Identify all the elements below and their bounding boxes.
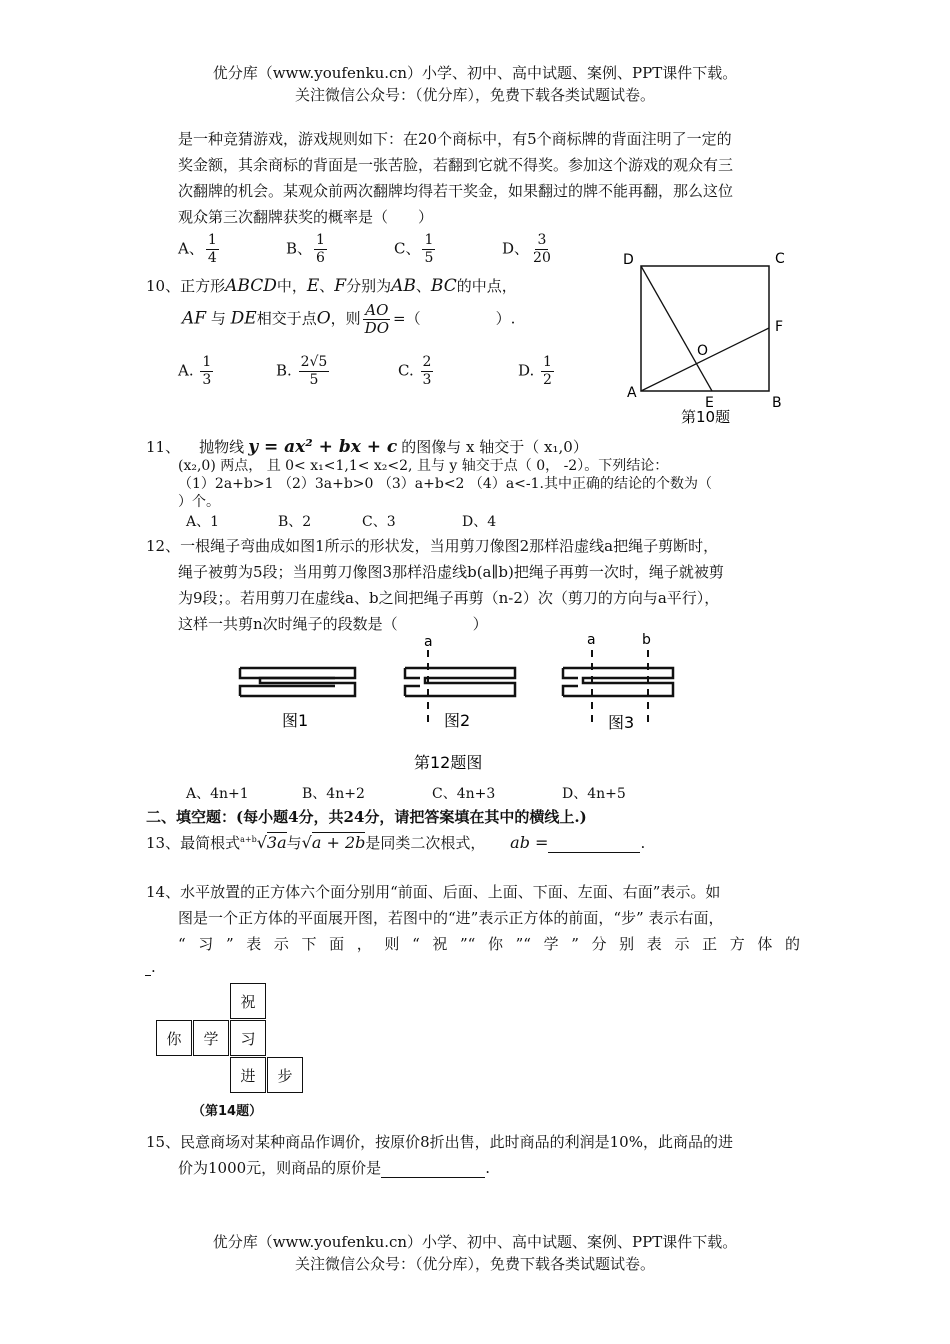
q9-line-2: 奖金额，其余商标的背面是一张苦脸，若翻到它就不得奖。参加这个游戏的观众有三	[178, 156, 734, 174]
cell-xi: 习	[230, 1020, 266, 1056]
rope-path-1c	[240, 686, 335, 696]
cell-jin: 进	[230, 1057, 266, 1093]
q14-caption: （第14题）	[192, 1104, 263, 1119]
text: 13、最简根式	[146, 834, 241, 852]
math-ab: AB	[391, 276, 416, 296]
q14-line-2: 图是一个正方体的平面展开图，若图中的“进”表示正方体的前面，“步” 表示右面，	[178, 909, 724, 927]
option-label: D、	[502, 239, 530, 258]
numerator: 1	[207, 232, 217, 248]
option-label: B、	[286, 239, 313, 258]
fraction	[541, 354, 554, 389]
q10-line-1	[146, 275, 517, 296]
rope-path-2c	[405, 686, 420, 696]
rope-path-2b	[405, 668, 420, 678]
q10-square-figure	[615, 245, 805, 430]
text: 正方形	[180, 277, 226, 295]
fraction	[299, 354, 330, 389]
numerator: 3	[537, 232, 547, 248]
denominator: 3	[202, 372, 212, 388]
q14-tail	[145, 958, 156, 976]
text: .	[640, 834, 646, 852]
q9-option-b	[286, 232, 329, 267]
rope-fig3	[563, 668, 673, 696]
q11-line-3: （1）2a+b>1 （2）3a+b>0 （3）a+b<2 （4）a<-1.其中正确的结论的个数为（	[178, 476, 712, 492]
text: 与	[286, 834, 302, 852]
fraction	[421, 354, 434, 389]
text: 抛物线	[199, 438, 245, 456]
option-label: A.	[178, 361, 194, 380]
fraction	[200, 354, 213, 389]
label-fig3: 图3	[608, 713, 635, 732]
q11-line-4: ）个。	[178, 494, 220, 510]
q9-line-1: 是一种竞猜游戏，游戏规则如下：在20个商标中，有5个商标牌的背面注明了一定的	[178, 130, 732, 148]
q10-option-d	[518, 354, 556, 389]
q12-option-c: C、4n+3	[432, 786, 496, 802]
option-label: D.	[518, 361, 535, 380]
q9-option-d	[502, 232, 555, 267]
figure-caption: 第10题	[681, 408, 731, 426]
q12-line-1: 12、一根绳子弯曲成如图1所示的形状发，当用剪刀像图2那样沿虚线a把绳子剪断时，	[146, 537, 719, 555]
rope-path-3b	[563, 668, 578, 678]
q14-line-1: 14、水平放置的正方体六个面分别用“前面、后面、上面、下面、左面、右面”表示。如	[146, 883, 721, 901]
numerator: 1	[202, 354, 212, 370]
rope-fig2	[405, 668, 515, 696]
q10-option-b	[276, 354, 331, 389]
label-fig1: 图1	[282, 711, 309, 730]
text: .	[485, 1159, 490, 1177]
text: =（ ）.	[393, 309, 516, 328]
text: 、	[415, 277, 431, 295]
numerator: 1	[316, 232, 325, 248]
text: 相交于点	[256, 309, 317, 328]
option-label: C.	[398, 361, 414, 380]
q12-line-4: 这样一共剪n次时绳子的段数是（ ）	[178, 615, 488, 633]
q12-option-d: D、4n+5	[562, 786, 626, 802]
label-c: C	[775, 251, 785, 267]
rope-path-1b	[240, 668, 335, 678]
denominator: 6	[316, 250, 325, 266]
label-e: E	[705, 395, 714, 411]
numerator: AO	[365, 301, 389, 319]
math-af: AF	[182, 308, 207, 329]
q11-line-1	[146, 436, 588, 457]
text: 分别为	[346, 277, 392, 295]
cell-xue: 学	[193, 1020, 229, 1056]
denominator: 2	[543, 372, 552, 388]
q10-option-c	[398, 354, 435, 389]
square-outline	[641, 266, 769, 391]
radical-index: a+b	[240, 835, 257, 844]
q11-option-b: B、2	[278, 514, 312, 530]
cell-zhu: 祝	[230, 983, 266, 1019]
footer-line-2: 关注微信公众号：（优分库），免费下载各类试题试卷。	[294, 1255, 655, 1273]
radical-sign-1: √	[256, 833, 267, 852]
fraction	[314, 232, 327, 267]
label-b: B	[772, 395, 782, 411]
label-a-fig2: a	[424, 634, 433, 650]
numerator: 2	[422, 354, 432, 370]
q11-option-d: D、4	[462, 514, 497, 530]
q9-line-4: 观众第三次翻牌获奖的概率是（ ）	[178, 208, 434, 226]
q11-number: 11、	[146, 438, 181, 456]
numerator: 1	[543, 354, 552, 370]
q9-option-c	[394, 232, 437, 267]
denominator: 5	[309, 372, 319, 388]
q15-line-2	[178, 1157, 490, 1178]
text: 价为1000元，则商品的原价是	[178, 1159, 382, 1177]
q14-line-3: “习”表示下面，则“祝”“你”“学”分别表示正方体的	[178, 935, 800, 953]
text: .	[151, 958, 156, 976]
label-d: D	[623, 252, 634, 268]
segment-af	[641, 328, 769, 391]
math-f: F	[334, 276, 347, 296]
option-label: B.	[276, 361, 292, 380]
math-de: DE	[230, 308, 257, 329]
label-b-fig3: b	[642, 632, 651, 648]
math-o: O	[316, 308, 331, 329]
q12-rope-figure	[230, 628, 700, 778]
q10-line-2	[182, 302, 515, 337]
denominator: 3	[422, 372, 432, 388]
option-label: C、	[394, 239, 421, 258]
numerator: 2√5	[300, 354, 328, 370]
fraction	[422, 232, 435, 267]
cell-ni: 你	[156, 1020, 192, 1056]
radicand-2: a + 2b	[311, 833, 366, 852]
ratio-fraction	[363, 302, 391, 337]
math-bc: BC	[430, 276, 457, 296]
figure-caption: 第12题图	[414, 753, 483, 772]
formula: y = ax² + bx + c	[248, 437, 398, 457]
q10-number: 10、	[146, 277, 181, 295]
rope-path-1	[240, 668, 355, 696]
denominator: 5	[424, 250, 434, 266]
rope-path-2	[405, 668, 515, 696]
fraction	[531, 232, 553, 267]
answer-blank-13[interactable]	[548, 852, 640, 853]
denominator: DO	[364, 319, 389, 337]
q12-option-b: B、4n+2	[302, 786, 365, 802]
rope-path-3	[563, 668, 673, 696]
math-e: E	[306, 276, 320, 296]
radicand-1: 3a	[266, 833, 287, 852]
page-footer	[0, 1231, 950, 1275]
label-o: O	[697, 343, 709, 359]
q9-line-3: 次翻牌的机会。某观众前两次翻牌均得若干奖金，如果翻过的牌不能再翻，那么这位	[178, 182, 734, 200]
text: 、	[319, 277, 335, 295]
denominator: 4	[207, 250, 217, 266]
q10-option-a	[178, 354, 215, 389]
fraction	[206, 232, 219, 267]
page-header	[0, 62, 950, 106]
q12-option-a: A、4n+1	[186, 786, 249, 802]
label-f: F	[775, 319, 784, 335]
question-13	[146, 832, 645, 853]
option-label: A、	[178, 239, 204, 258]
math-ab: ab =	[510, 833, 549, 852]
text: 中，	[276, 277, 307, 295]
footer-line-1: 优分库（www.youfenku.cn）小学、初中、高中试题、案例、PPT课件下载。	[212, 1233, 738, 1251]
label-a: A	[627, 385, 637, 401]
q11-option-c: C、3	[362, 514, 396, 530]
rope-fig1	[240, 668, 355, 696]
label-a-fig3: a	[587, 632, 596, 648]
q12-line-3: 为9段；。若用剪刀在虚线a、b之间把绳子再剪（n-2）次（剪刀的方向与a平行），	[178, 589, 720, 607]
answer-blank-15[interactable]	[381, 1177, 485, 1178]
math-abcd: ABCD	[225, 276, 277, 296]
text: 与	[210, 309, 226, 328]
rope-path-3c	[563, 686, 578, 696]
q9-option-a	[178, 232, 221, 267]
text: 的图像与 x 轴交于（ x₁,0）	[401, 438, 588, 456]
header-line-1: 优分库（www.youfenku.cn）小学、初中、高中试题、案例、PPT课件下载。	[212, 64, 738, 82]
q15-line-1: 15、民意商场对某种商品作调价，按原价8折出售，此时商品的利润是10%，此商品的进	[146, 1133, 733, 1151]
numerator: 1	[424, 232, 434, 248]
q11-line-2: (x₂,0) 两点， 且 0< x₁<1,1< x₂<2, 且与 y 轴交于点（ 0， -2）。下列结论：	[178, 458, 669, 474]
radical-sign-2: √	[301, 833, 312, 852]
segment-de	[641, 266, 712, 391]
text: ，则	[330, 309, 361, 328]
section-2-title: 二、填空题：(每小题4分，共24分，请把答案填在其中的横线上.)	[146, 808, 587, 826]
cell-bu: 步	[267, 1057, 303, 1093]
denominator: 20	[533, 250, 551, 266]
label-fig2: 图2	[444, 711, 471, 730]
text: 的中点，	[456, 277, 517, 295]
q12-line-2: 绳子被剪为5段；当用剪刀像图3那样沿虚线b(a∥b)把绳子再剪一次时，绳子就被剪	[178, 563, 724, 581]
header-line-2: 关注微信公众号：（优分库），免费下载各类试题试卷。	[294, 86, 655, 104]
q11-option-a: A、1	[186, 514, 220, 530]
text: 是同类二次根式，	[365, 834, 486, 852]
